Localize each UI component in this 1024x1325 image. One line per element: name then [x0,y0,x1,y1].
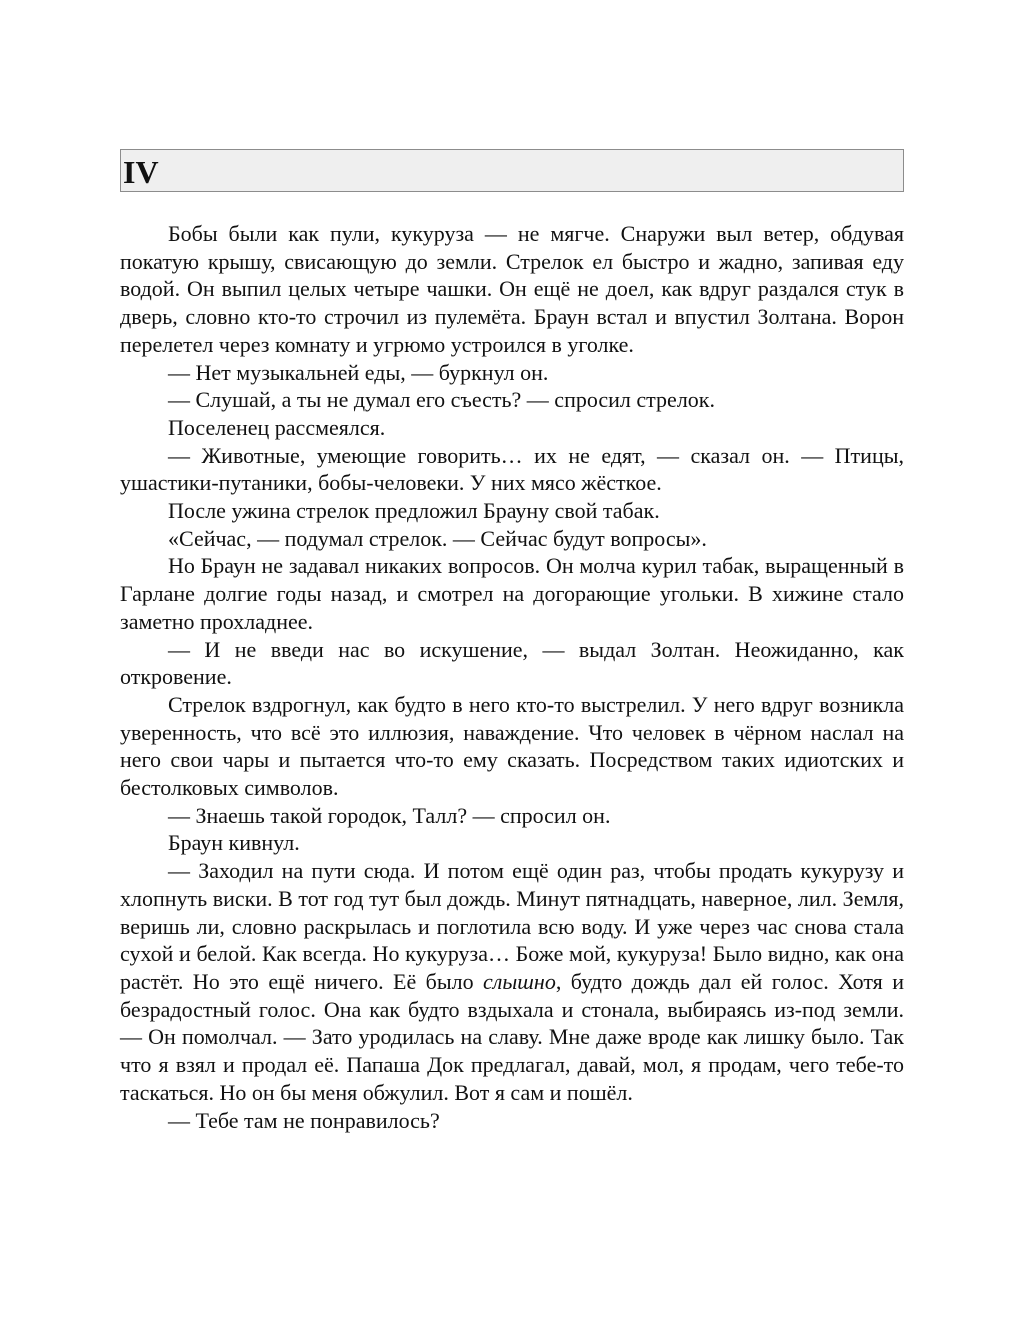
paragraph: Поселенец рассмеялся. [168,414,386,440]
paragraph-text: , будто дождь дал ей голос. Хотя и безрадостный голос. Она как будто вздыхала и стонала, выбираясь из-под земли. — Он помолчал. — Зато уродилась на славу. Мне даже вроде как лишку было. Так что я взял и продал её. Папаша Док предлагал, давай, мол, я продам, чего тебе-то таскаться. Но он бы меня обжулил. Вот я сам и пошёл. [120,968,905,1105]
paragraph: Стрелок вздрогнул, как будто в него кто-то выстрелил. У него вдруг возникла уверенность, что всё это иллюзия, наваждение. Что человек в чёрном наслал на него свои чары и пытается что-то ему сказать. Посредством таких идиотских и бестолковых символов. [120,691,904,801]
paragraph: — Животные, умеющие говорить… их не едят, — сказал он. — Птицы, ушастики-путаники, бобы-человеки. У них мясо жёсткое. [120,442,904,496]
paragraph: — Тебе там не понравилось? [168,1107,440,1133]
emphasized-word: слышно [483,968,556,994]
paragraph-with-emphasis [120,857,904,1106]
book-page [120,149,904,1134]
paragraph-text: — Заходил на пути сюда. И потом ещё один раз, чтобы продать кукурузу и хлопнуть виски. В тот год тут был дождь. Минут пятнадцать, наверное, лил. Земля, веришь ли, словно раскрылась и поглотила всю воду. И уже через час снова стала сухой и белой. Как всегда. Но кукуруза… Боже мой, кукуруза! Было видно, как она растёт. Но это ещё ничего. Её было [120,858,904,994]
paragraph: После ужина стрелок предложил Брауну свой табак. [168,498,660,524]
paragraph: Браун кивнул. [168,830,300,856]
paragraph: — И не введи нас во искушение, — выдал Золтан. Неожиданно, как откровение. [120,636,904,690]
paragraph: Но Браун не задавал никаких вопросов. Он молча курил табак, выращенный в Гарлане долгие годы назад, и смотрел на догорающие угольки. В хижине стало заметно прохладнее. [120,553,904,634]
chapter-body [120,220,904,1134]
paragraph: «Сейчас, — подумал стрелок. — Сейчас будут вопросы». [168,525,707,551]
chapter-header [120,149,904,192]
chapter-title: IV [123,153,159,190]
paragraph: Бобы были как пули, кукуруза — не мягче. Снаружи выл ветер, обдувая покатую крышу, свисающую до земли. Стрелок ел быстро и жадно, запивая еду водой. Он выпил целых четыре чашки. Он ещё не доел, как вдруг раздался стук в дверь, словно кто-то строчил из пулемёта. Браун встал и впустил Золтана. Ворон перелетел через комнату и угрюмо устроился в уголке. [120,221,904,357]
paragraph: — Нет музыкальней еды, — буркнул он. [168,359,549,385]
paragraph: — Слушай, а ты не думал его съесть? — спросил стрелок. [168,387,715,413]
paragraph: — Знаешь такой городок, Талл? — спросил он. [168,802,611,828]
